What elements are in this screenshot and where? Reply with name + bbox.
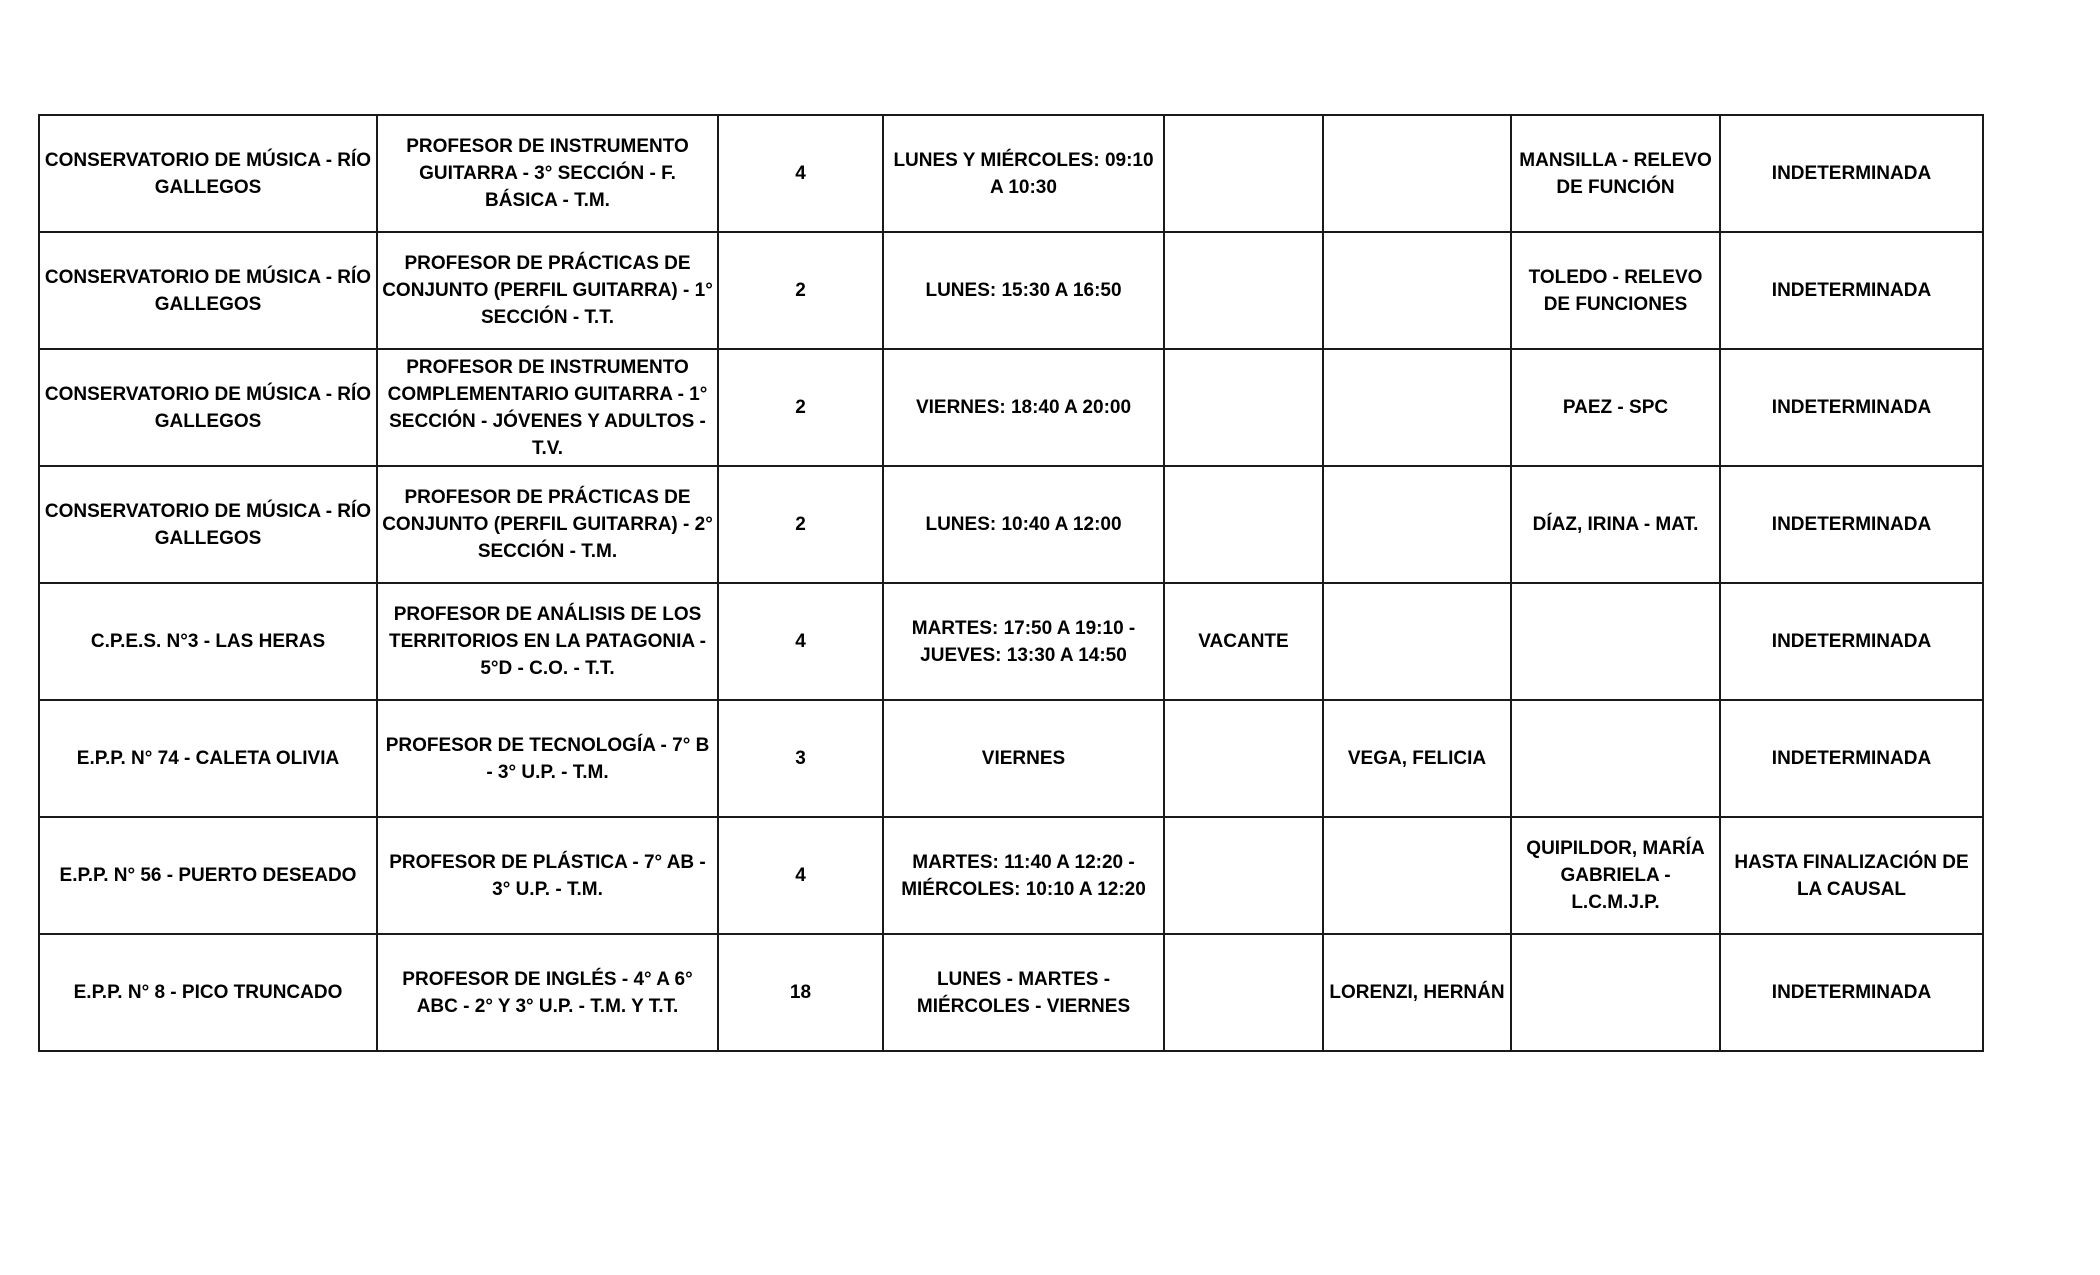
table-row	[39, 934, 1983, 1051]
replacement-cell: MANSILLA - RELEVO DE FUNCIÓN	[1511, 115, 1720, 232]
duration-cell: HASTA FINALIZACIÓN DE LA CAUSAL	[1720, 817, 1983, 934]
duration-cell: INDETERMINADA	[1720, 232, 1983, 349]
replacement-cell: QUIPILDOR, MARÍA GABRIELA - L.C.M.J.P.	[1511, 817, 1720, 934]
table-row	[39, 115, 1983, 232]
table-body	[39, 115, 1983, 1051]
hours-cell: 2	[718, 232, 883, 349]
vacancy-cell	[1164, 232, 1323, 349]
duration-cell: INDETERMINADA	[1720, 700, 1983, 817]
schedule-cell: LUNES: 10:40 A 12:00	[883, 466, 1164, 583]
vacancy-cell	[1164, 934, 1323, 1051]
schedule-cell: VIERNES: 18:40 A 20:00	[883, 349, 1164, 466]
duration-cell: INDETERMINADA	[1720, 466, 1983, 583]
vacancy-cell	[1164, 700, 1323, 817]
position-cell: PROFESOR DE INSTRUMENTO COMPLEMENTARIO GUITARRA - 1° SECCIÓN - JÓVENES Y ADULTOS - T.V.	[377, 349, 718, 466]
schedule-cell: MARTES: 11:40 A 12:20 - MIÉRCOLES: 10:10 A 12:20	[883, 817, 1164, 934]
school-cell: E.P.P. N° 74 - CALETA OLIVIA	[39, 700, 377, 817]
school-cell: E.P.P. N° 8 - PICO TRUNCADO	[39, 934, 377, 1051]
position-cell: PROFESOR DE TECNOLOGÍA - 7° B - 3° U.P. - T.M.	[377, 700, 718, 817]
hours-cell: 18	[718, 934, 883, 1051]
replacement-cell	[1511, 700, 1720, 817]
hours-cell: 2	[718, 466, 883, 583]
vacancies-table	[38, 114, 1984, 1052]
position-cell: PROFESOR DE PLÁSTICA - 7° AB - 3° U.P. - T.M.	[377, 817, 718, 934]
vacancy-cell	[1164, 349, 1323, 466]
duration-cell: INDETERMINADA	[1720, 115, 1983, 232]
holder-cell	[1323, 583, 1511, 700]
schedule-cell: LUNES - MARTES - MIÉRCOLES - VIERNES	[883, 934, 1164, 1051]
school-cell: CONSERVATORIO DE MÚSICA - RÍO GALLEGOS	[39, 349, 377, 466]
replacement-cell	[1511, 934, 1720, 1051]
position-cell: PROFESOR DE PRÁCTICAS DE CONJUNTO (PERFIL GUITARRA) - 2° SECCIÓN - T.M.	[377, 466, 718, 583]
hours-cell: 4	[718, 583, 883, 700]
school-cell: CONSERVATORIO DE MÚSICA - RÍO GALLEGOS	[39, 115, 377, 232]
holder-cell	[1323, 232, 1511, 349]
replacement-cell: TOLEDO - RELEVO DE FUNCIONES	[1511, 232, 1720, 349]
vacancy-cell	[1164, 115, 1323, 232]
position-cell: PROFESOR DE PRÁCTICAS DE CONJUNTO (PERFIL GUITARRA) - 1° SECCIÓN - T.T.	[377, 232, 718, 349]
holder-cell	[1323, 466, 1511, 583]
hours-cell: 3	[718, 700, 883, 817]
table-row	[39, 349, 1983, 466]
duration-cell: INDETERMINADA	[1720, 349, 1983, 466]
school-cell: CONSERVATORIO DE MÚSICA - RÍO GALLEGOS	[39, 232, 377, 349]
table-row	[39, 466, 1983, 583]
table-row	[39, 817, 1983, 934]
holder-cell	[1323, 349, 1511, 466]
holder-cell	[1323, 817, 1511, 934]
schedule-cell: MARTES: 17:50 A 19:10 - JUEVES: 13:30 A 14:50	[883, 583, 1164, 700]
position-cell: PROFESOR DE INGLÉS - 4° A 6° ABC - 2° Y 3° U.P. - T.M. Y T.T.	[377, 934, 718, 1051]
table-row	[39, 232, 1983, 349]
position-cell: PROFESOR DE INSTRUMENTO GUITARRA - 3° SECCIÓN - F. BÁSICA - T.M.	[377, 115, 718, 232]
school-cell: CONSERVATORIO DE MÚSICA - RÍO GALLEGOS	[39, 466, 377, 583]
school-cell: E.P.P. N° 56 - PUERTO DESEADO	[39, 817, 377, 934]
replacement-cell: PAEZ - SPC	[1511, 349, 1720, 466]
replacement-cell	[1511, 583, 1720, 700]
holder-cell: VEGA, FELICIA	[1323, 700, 1511, 817]
table-row	[39, 700, 1983, 817]
schedule-cell: LUNES Y MIÉRCOLES: 09:10 A 10:30	[883, 115, 1164, 232]
position-cell: PROFESOR DE ANÁLISIS DE LOS TERRITORIOS EN LA PATAGONIA - 5°D - C.O. - T.T.	[377, 583, 718, 700]
holder-cell: LORENZI, HERNÁN	[1323, 934, 1511, 1051]
replacement-cell: DÍAZ, IRINA - MAT.	[1511, 466, 1720, 583]
table-row	[39, 583, 1983, 700]
hours-cell: 4	[718, 817, 883, 934]
duration-cell: INDETERMINADA	[1720, 934, 1983, 1051]
vacancy-cell	[1164, 466, 1323, 583]
schedule-cell: LUNES: 15:30 A 16:50	[883, 232, 1164, 349]
holder-cell	[1323, 115, 1511, 232]
school-cell: C.P.E.S. N°3 - LAS HERAS	[39, 583, 377, 700]
duration-cell: INDETERMINADA	[1720, 583, 1983, 700]
vacancy-cell	[1164, 817, 1323, 934]
hours-cell: 2	[718, 349, 883, 466]
schedule-cell: VIERNES	[883, 700, 1164, 817]
vacancy-cell: VACANTE	[1164, 583, 1323, 700]
hours-cell: 4	[718, 115, 883, 232]
